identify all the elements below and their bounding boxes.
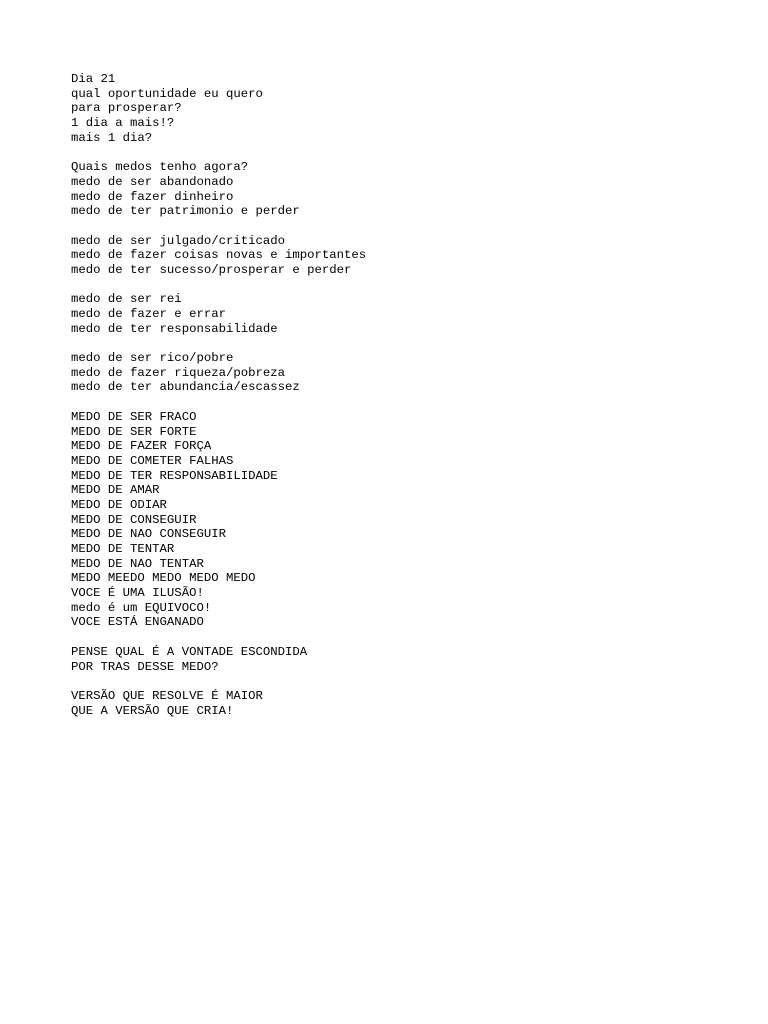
text-line: MEDO DE SER FRACO (71, 409, 197, 424)
text-line: medo é um EQUIVOCO! (71, 600, 212, 615)
text-line: MEDO DE ODIAR (71, 497, 167, 512)
text-line: VERSÃO QUE RESOLVE É MAIOR (71, 688, 263, 703)
text-line (71, 395, 366, 410)
text-line (71, 630, 366, 645)
document-text (71, 72, 366, 718)
text-line: medo de fazer e errar (71, 307, 226, 321)
text-line: MEDO DE NAO CONSEGUIR (71, 527, 226, 542)
text-line: MEDO DE AMAR (71, 483, 160, 498)
text-line: PENSE QUAL É A VONTADE ESCONDIDA (71, 644, 308, 659)
text-line: MEDO DE CONSEGUIR (71, 512, 197, 527)
text-line: medo de ser julgado/criticado (71, 233, 286, 248)
text-line: medo de fazer riqueza/pobreza (71, 365, 286, 380)
text-line: medo de ter patrimonio e perder (71, 204, 300, 219)
text-line: MEDO DE COMETER FALHAS (71, 453, 234, 468)
text-line: 1 dia a mais!? (71, 116, 175, 131)
text-line: MEDO DE TER RESPONSABILIDADE (71, 468, 278, 483)
text-line: Quais medos tenho agora? (71, 160, 249, 175)
text-line: medo de ter responsabilidade (71, 321, 278, 336)
text-line: para prosperar? (71, 101, 182, 116)
text-line (71, 219, 366, 234)
text-line: mais 1 dia? (71, 130, 153, 145)
text-line (71, 336, 366, 351)
text-line: MEDO DE NAO TENTAR (71, 556, 204, 571)
text-line (71, 674, 366, 689)
text-line: medo de ser abandonado (71, 174, 234, 189)
text-line: qual oportunidade eu quero (71, 86, 263, 101)
text-line: medo de ser rei (71, 292, 182, 307)
text-line: MEDO MEEDO MEDO MEDO MEDO (71, 571, 256, 586)
text-line: VOCE É UMA ILUSÃO! (71, 586, 204, 601)
text-line: MEDO DE TENTAR (71, 542, 175, 556)
text-line: medo de fazer dinheiro (71, 189, 234, 204)
text-line: medo de ser rico/pobre (71, 351, 234, 366)
text-line: Dia 21 (71, 72, 116, 86)
text-line: medo de ter sucesso/prosperar e perder (71, 262, 352, 277)
text-line: medo de ter abundancia/escassez (71, 380, 300, 395)
text-line: medo de fazer coisas novas e importantes (71, 248, 367, 263)
text-line: POR TRAS DESSE MEDO? (71, 659, 219, 674)
text-line (71, 145, 366, 160)
text-line: MEDO DE FAZER FORÇA (71, 439, 212, 454)
text-line (71, 278, 366, 293)
text-line: QUE A VERSÃO QUE CRIA! (71, 703, 234, 718)
text-line: VOCE ESTÁ ENGANADO (71, 615, 204, 630)
text-line: MEDO DE SER FORTE (71, 424, 197, 439)
